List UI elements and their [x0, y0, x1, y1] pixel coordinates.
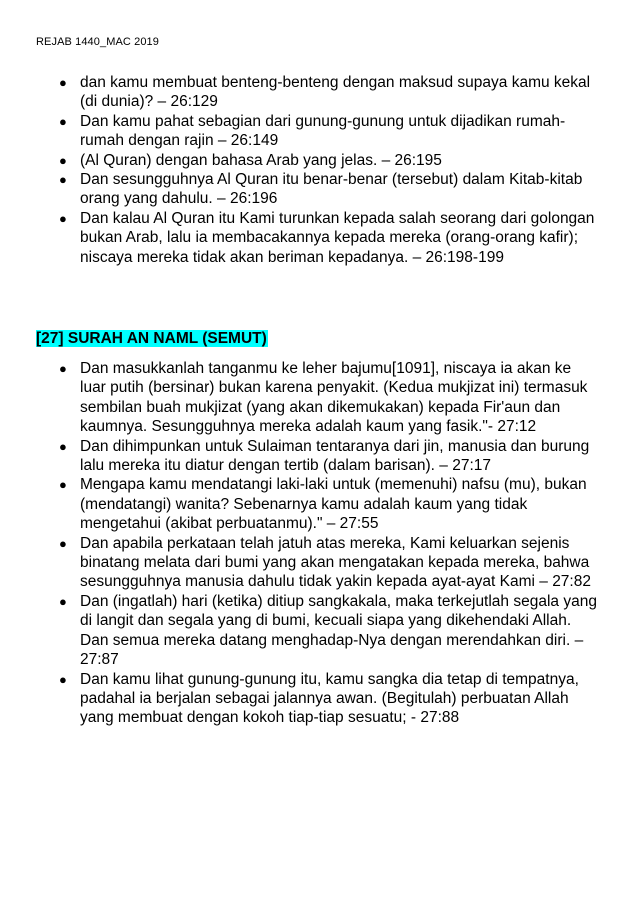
verse-text: Dan kamu pahat sebagian dari gunung-gunung untuk dijadikan rumah-rumah dengan rajin – 26:149	[80, 112, 566, 150]
bullet-icon: ●	[59, 113, 67, 129]
verse-text: Dan kalau Al Quran itu Kami turunkan kepada salah seorang dari golongan bukan Arab, lalu ia membacakannya kepada mereka (orang-orang kafir); niscaya mereka tidak akan beriman kepadanya. – 26:198-199	[80, 209, 595, 266]
list-item	[0, 209, 600, 267]
verse-list-surah-26	[0, 73, 600, 267]
highlighted-heading	[36, 330, 268, 347]
section-number: [27]	[36, 330, 64, 347]
verse-text: Dan sesungguhnya Al Quran itu benar-benar (tersebut) dalam Kitab-kitab orang yang dahulu. – 26:196	[80, 171, 583, 208]
verse-text: Dan apabila perkataan telah jatuh atas mereka, Kami keluarkan sejenis binatang melata dari bumi yang akan mengatakan kepada mereka, bahwa sesungguhnya manusia dahulu tidak yakin kepada ayat-ayat Kami – 27:82	[80, 534, 591, 591]
list-item	[0, 670, 600, 728]
bullet-icon: ●	[59, 361, 67, 376]
verse-list-surah-27	[0, 359, 600, 728]
bullet-icon: ●	[59, 535, 67, 551]
bullet-icon: ●	[59, 172, 67, 188]
verse-text: dan kamu membuat benteng-benteng dengan maksud supaya kamu kekal (di dunia)? – 26:129	[80, 74, 591, 111]
list-item	[0, 592, 600, 670]
list-item	[0, 534, 600, 592]
verse-text: Dan dihimpunkan untuk Sulaiman tentaranya dari jin, manusia dan burung lalu mereka itu diatur dengan tertib (dalam barisan). – 27:17	[80, 437, 590, 475]
list-item	[0, 437, 600, 476]
bullet-icon: ●	[59, 593, 67, 609]
bullet-icon: ●	[59, 477, 67, 493]
verse-text: Dan kamu lihat gunung-gunung itu, kamu sangka dia tetap di tempatnya, padahal ia berjalan sebagai jalannya awan. (Begitulah) perbuatan Allah yang membuat dengan kokoh tiap-tiap sesuatu; - 27:88	[80, 670, 579, 727]
verse-text: Mengapa kamu mendatangi laki-laki untuk (memenuhi) nafsu (mu), bukan (mendatangi) wanita? Sebenarnya kamu adalah kaum yang tidak mengetahui (akibat perbuatanmu)." – 27:55	[80, 476, 587, 533]
list-item	[0, 475, 600, 533]
list-item	[0, 73, 600, 112]
list-item	[0, 151, 600, 170]
section-heading	[36, 329, 268, 348]
verse-text: (Al Quran) dengan bahasa Arab yang jelas. – 26:195	[80, 151, 442, 169]
bullet-icon: ●	[59, 152, 67, 168]
bullet-icon: ●	[59, 438, 67, 454]
bullet-icon: ●	[59, 75, 67, 90]
bullet-icon: ●	[59, 210, 67, 226]
bullet-icon: ●	[59, 671, 67, 687]
verse-text: Dan masukkanlah tanganmu ke leher bajumu[1091], niscaya ia akan ke luar putih (bersinar) bukan karena penyakit. (Kedua mukjizat ini) termasuk sembilan buah mukjizat (yang akan dikemukakan) kepada Fir'aun dan kaumnya. Sesungguhnya mereka adalah kaum yang fasik."- 27:12	[80, 360, 588, 436]
running-header: REJAB 1440_MAC 2019	[36, 36, 159, 48]
list-item	[0, 170, 600, 209]
verse-text: Dan (ingatlah) hari (ketika) ditiup sangkakala, maka terkejutlah segala yang di langit dan segala yang di bumi, kecuali siapa yang dikehendaki Allah. Dan semua mereka datang menghadap-Nya dengan merendahkan diri. – 27:87	[80, 592, 597, 669]
list-item	[0, 112, 600, 151]
section-title: SURAH AN NAML (SEMUT)	[67, 330, 267, 347]
list-item	[0, 359, 600, 437]
